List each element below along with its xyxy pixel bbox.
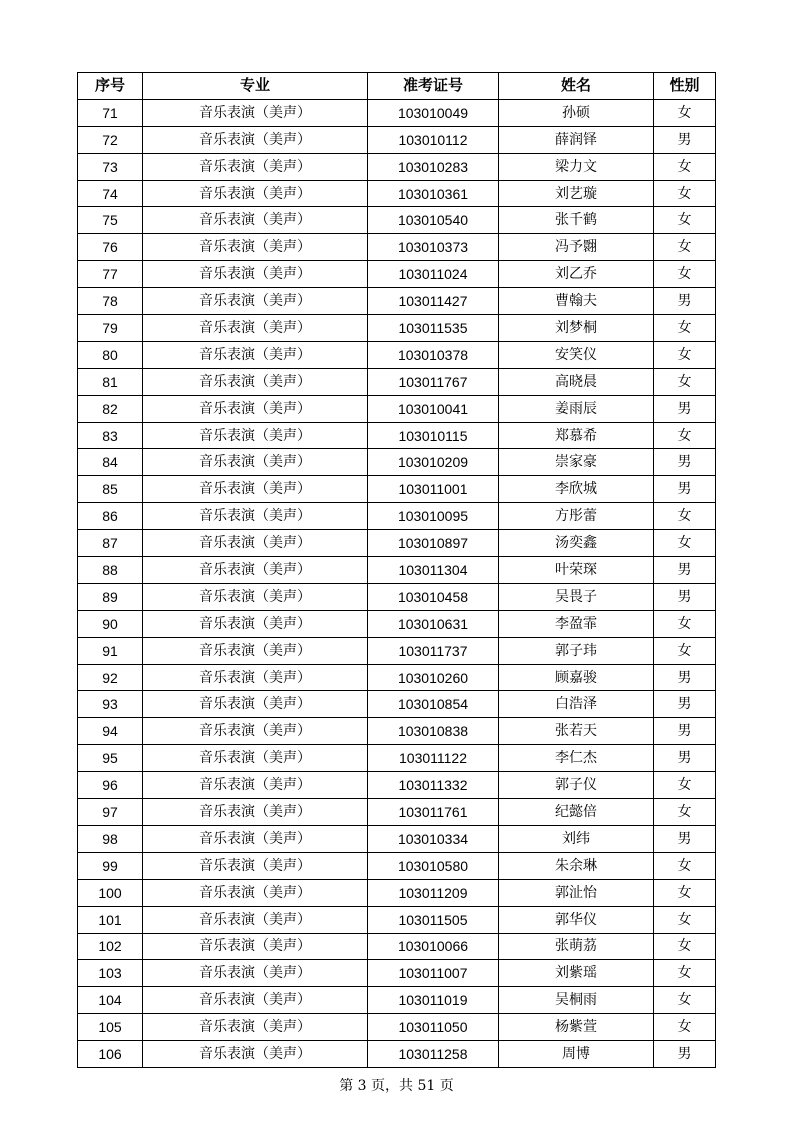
cell-major: 音乐表演（美声） xyxy=(143,718,368,745)
cell-exam-id: 103010897 xyxy=(368,530,499,557)
table-row xyxy=(78,610,716,637)
cell-gender: 男 xyxy=(654,1041,716,1068)
cell-index: 101 xyxy=(78,906,143,933)
cell-gender: 女 xyxy=(654,933,716,960)
cell-major: 音乐表演（美声） xyxy=(143,1014,368,1041)
cell-index: 98 xyxy=(78,825,143,852)
cell-index: 77 xyxy=(78,261,143,288)
cell-major: 音乐表演（美声） xyxy=(143,315,368,342)
table-row xyxy=(78,315,716,342)
table-body xyxy=(78,99,716,1067)
cell-major: 音乐表演（美声） xyxy=(143,879,368,906)
cell-exam-id: 103010283 xyxy=(368,153,499,180)
cell-exam-id: 103010854 xyxy=(368,691,499,718)
cell-name: 刘艺璇 xyxy=(499,180,654,207)
header-gender: 性别 xyxy=(654,73,716,100)
table-row xyxy=(78,987,716,1014)
cell-exam-id: 103011007 xyxy=(368,960,499,987)
cell-major: 音乐表演（美声） xyxy=(143,476,368,503)
table-row xyxy=(78,530,716,557)
header-index: 序号 xyxy=(78,73,143,100)
cell-name: 吴畏子 xyxy=(499,583,654,610)
cell-index: 82 xyxy=(78,395,143,422)
cell-index: 89 xyxy=(78,583,143,610)
cell-gender: 男 xyxy=(654,745,716,772)
cell-gender: 女 xyxy=(654,960,716,987)
cell-exam-id: 103011122 xyxy=(368,745,499,772)
cell-index: 94 xyxy=(78,718,143,745)
cell-major: 音乐表演（美声） xyxy=(143,772,368,799)
cell-exam-id: 103011505 xyxy=(368,906,499,933)
cell-exam-id: 103011767 xyxy=(368,368,499,395)
cell-gender: 男 xyxy=(654,664,716,691)
cell-name: 崇家豪 xyxy=(499,449,654,476)
cell-name: 刘梦桐 xyxy=(499,315,654,342)
cell-name: 张萌茘 xyxy=(499,933,654,960)
table-row xyxy=(78,1041,716,1068)
table-row xyxy=(78,691,716,718)
cell-exam-id: 103010209 xyxy=(368,449,499,476)
table-row xyxy=(78,368,716,395)
cell-exam-id: 103010041 xyxy=(368,395,499,422)
cell-exam-id: 103010631 xyxy=(368,610,499,637)
cell-name: 安笑仪 xyxy=(499,341,654,368)
cell-exam-id: 103011535 xyxy=(368,315,499,342)
cell-major: 音乐表演（美声） xyxy=(143,1041,368,1068)
cell-name: 汤奕鑫 xyxy=(499,530,654,557)
cell-index: 74 xyxy=(78,180,143,207)
cell-index: 92 xyxy=(78,664,143,691)
cell-name: 郭华仪 xyxy=(499,906,654,933)
cell-major: 音乐表演（美声） xyxy=(143,180,368,207)
cell-exam-id: 103010838 xyxy=(368,718,499,745)
cell-name: 郭子仪 xyxy=(499,772,654,799)
cell-name: 刘乙乔 xyxy=(499,261,654,288)
cell-index: 75 xyxy=(78,207,143,234)
cell-name: 吴桐雨 xyxy=(499,987,654,1014)
table-row xyxy=(78,1014,716,1041)
cell-gender: 女 xyxy=(654,772,716,799)
cell-name: 张若天 xyxy=(499,718,654,745)
cell-gender: 女 xyxy=(654,530,716,557)
cell-exam-id: 103011050 xyxy=(368,1014,499,1041)
cell-name: 李盈霏 xyxy=(499,610,654,637)
cell-name: 薛润铎 xyxy=(499,126,654,153)
cell-name: 高晓晨 xyxy=(499,368,654,395)
table-row xyxy=(78,449,716,476)
cell-exam-id: 103011019 xyxy=(368,987,499,1014)
cell-index: 106 xyxy=(78,1041,143,1068)
page-footer: 第 3 页，共 51 页 xyxy=(339,1078,454,1094)
cell-exam-id: 103010049 xyxy=(368,99,499,126)
cell-name: 刘紫瑶 xyxy=(499,960,654,987)
cell-major: 音乐表演（美声） xyxy=(143,449,368,476)
cell-index: 73 xyxy=(78,153,143,180)
cell-major: 音乐表演（美声） xyxy=(143,987,368,1014)
cell-gender: 女 xyxy=(654,906,716,933)
table-row xyxy=(78,583,716,610)
table-row xyxy=(78,637,716,664)
cell-exam-id: 103010361 xyxy=(368,180,499,207)
cell-name: 叶荣琛 xyxy=(499,557,654,584)
cell-index: 81 xyxy=(78,368,143,395)
cell-index: 84 xyxy=(78,449,143,476)
table-row xyxy=(78,772,716,799)
cell-name: 曹翰夫 xyxy=(499,288,654,315)
cell-name: 姜雨辰 xyxy=(499,395,654,422)
cell-major: 音乐表演（美声） xyxy=(143,341,368,368)
cell-index: 71 xyxy=(78,99,143,126)
cell-gender: 女 xyxy=(654,315,716,342)
table-row xyxy=(78,718,716,745)
cell-major: 音乐表演（美声） xyxy=(143,261,368,288)
cell-name: 白浩泽 xyxy=(499,691,654,718)
table-row xyxy=(78,745,716,772)
cell-gender: 女 xyxy=(654,879,716,906)
cell-major: 音乐表演（美声） xyxy=(143,960,368,987)
table-row xyxy=(78,99,716,126)
table-row xyxy=(78,234,716,261)
cell-index: 105 xyxy=(78,1014,143,1041)
header-exam-id: 准考证号 xyxy=(368,73,499,100)
cell-exam-id: 103010373 xyxy=(368,234,499,261)
cell-gender: 女 xyxy=(654,987,716,1014)
cell-gender: 男 xyxy=(654,583,716,610)
cell-major: 音乐表演（美声） xyxy=(143,610,368,637)
cell-gender: 女 xyxy=(654,234,716,261)
cell-index: 91 xyxy=(78,637,143,664)
table-row xyxy=(78,395,716,422)
cell-gender: 女 xyxy=(654,207,716,234)
cell-name: 孙硕 xyxy=(499,99,654,126)
table-row xyxy=(78,960,716,987)
cell-gender: 男 xyxy=(654,449,716,476)
cell-index: 96 xyxy=(78,772,143,799)
table-row xyxy=(78,341,716,368)
cell-index: 90 xyxy=(78,610,143,637)
cell-gender: 男 xyxy=(654,557,716,584)
cell-major: 音乐表演（美声） xyxy=(143,153,368,180)
table-row xyxy=(78,664,716,691)
table-row xyxy=(78,906,716,933)
cell-gender: 女 xyxy=(654,180,716,207)
cell-gender: 男 xyxy=(654,395,716,422)
header-major: 专业 xyxy=(143,73,368,100)
cell-name: 梁力文 xyxy=(499,153,654,180)
cell-index: 85 xyxy=(78,476,143,503)
cell-index: 86 xyxy=(78,503,143,530)
cell-index: 87 xyxy=(78,530,143,557)
cell-exam-id: 103010334 xyxy=(368,825,499,852)
cell-major: 音乐表演（美声） xyxy=(143,207,368,234)
cell-index: 72 xyxy=(78,126,143,153)
cell-index: 100 xyxy=(78,879,143,906)
table-row xyxy=(78,153,716,180)
cell-name: 张千鹤 xyxy=(499,207,654,234)
cell-major: 音乐表演（美声） xyxy=(143,691,368,718)
cell-gender: 男 xyxy=(654,825,716,852)
cell-name: 朱余琳 xyxy=(499,852,654,879)
table-header-row xyxy=(78,73,716,100)
cell-exam-id: 103010115 xyxy=(368,422,499,449)
cell-major: 音乐表演（美声） xyxy=(143,745,368,772)
table-row xyxy=(78,476,716,503)
cell-name: 李欣城 xyxy=(499,476,654,503)
results-table xyxy=(77,72,716,1068)
cell-index: 93 xyxy=(78,691,143,718)
table-row xyxy=(78,180,716,207)
cell-name: 纪懿倍 xyxy=(499,799,654,826)
cell-name: 冯予翾 xyxy=(499,234,654,261)
cell-major: 音乐表演（美声） xyxy=(143,852,368,879)
cell-index: 80 xyxy=(78,341,143,368)
cell-index: 95 xyxy=(78,745,143,772)
cell-gender: 女 xyxy=(654,852,716,879)
cell-major: 音乐表演（美声） xyxy=(143,637,368,664)
cell-gender: 女 xyxy=(654,261,716,288)
cell-major: 音乐表演（美声） xyxy=(143,368,368,395)
cell-index: 104 xyxy=(78,987,143,1014)
cell-exam-id: 103011332 xyxy=(368,772,499,799)
cell-index: 83 xyxy=(78,422,143,449)
cell-gender: 男 xyxy=(654,126,716,153)
cell-exam-id: 103011761 xyxy=(368,799,499,826)
cell-name: 郭子玮 xyxy=(499,637,654,664)
cell-major: 音乐表演（美声） xyxy=(143,395,368,422)
cell-exam-id: 103010095 xyxy=(368,503,499,530)
cell-major: 音乐表演（美声） xyxy=(143,530,368,557)
cell-exam-id: 103010260 xyxy=(368,664,499,691)
cell-name: 刘纬 xyxy=(499,825,654,852)
cell-major: 音乐表演（美声） xyxy=(143,825,368,852)
table-row xyxy=(78,288,716,315)
cell-gender: 女 xyxy=(654,1014,716,1041)
cell-name: 方彤蕾 xyxy=(499,503,654,530)
cell-gender: 女 xyxy=(654,637,716,664)
cell-gender: 男 xyxy=(654,288,716,315)
cell-exam-id: 103011209 xyxy=(368,879,499,906)
cell-gender: 女 xyxy=(654,153,716,180)
cell-major: 音乐表演（美声） xyxy=(143,933,368,960)
cell-index: 97 xyxy=(78,799,143,826)
cell-major: 音乐表演（美声） xyxy=(143,799,368,826)
cell-name: 顾嘉骏 xyxy=(499,664,654,691)
table-row xyxy=(78,933,716,960)
cell-exam-id: 103011258 xyxy=(368,1041,499,1068)
table-row xyxy=(78,207,716,234)
cell-gender: 女 xyxy=(654,368,716,395)
cell-major: 音乐表演（美声） xyxy=(143,99,368,126)
cell-exam-id: 103010458 xyxy=(368,583,499,610)
cell-gender: 女 xyxy=(654,503,716,530)
table-row xyxy=(78,422,716,449)
cell-gender: 男 xyxy=(654,718,716,745)
cell-gender: 女 xyxy=(654,341,716,368)
cell-name: 杨紫萱 xyxy=(499,1014,654,1041)
cell-index: 102 xyxy=(78,933,143,960)
cell-gender: 女 xyxy=(654,99,716,126)
cell-gender: 女 xyxy=(654,799,716,826)
cell-exam-id: 103011024 xyxy=(368,261,499,288)
table-row xyxy=(78,261,716,288)
table-row xyxy=(78,557,716,584)
cell-index: 78 xyxy=(78,288,143,315)
cell-exam-id: 103010378 xyxy=(368,341,499,368)
cell-index: 99 xyxy=(78,852,143,879)
cell-gender: 女 xyxy=(654,610,716,637)
cell-index: 76 xyxy=(78,234,143,261)
cell-major: 音乐表演（美声） xyxy=(143,126,368,153)
cell-exam-id: 103011304 xyxy=(368,557,499,584)
table-row xyxy=(78,879,716,906)
table-row xyxy=(78,126,716,153)
cell-exam-id: 103011427 xyxy=(368,288,499,315)
cell-name: 李仁杰 xyxy=(499,745,654,772)
table-row xyxy=(78,503,716,530)
cell-major: 音乐表演（美声） xyxy=(143,664,368,691)
cell-gender: 女 xyxy=(654,422,716,449)
cell-major: 音乐表演（美声） xyxy=(143,583,368,610)
table-row xyxy=(78,799,716,826)
cell-major: 音乐表演（美声） xyxy=(143,234,368,261)
cell-gender: 男 xyxy=(654,476,716,503)
cell-exam-id: 103010066 xyxy=(368,933,499,960)
cell-exam-id: 103010540 xyxy=(368,207,499,234)
cell-major: 音乐表演（美声） xyxy=(143,503,368,530)
cell-exam-id: 103010580 xyxy=(368,852,499,879)
cell-major: 音乐表演（美声） xyxy=(143,557,368,584)
cell-index: 88 xyxy=(78,557,143,584)
table-row xyxy=(78,825,716,852)
cell-exam-id: 103010112 xyxy=(368,126,499,153)
cell-gender: 男 xyxy=(654,691,716,718)
cell-name: 郭沚怡 xyxy=(499,879,654,906)
cell-exam-id: 103011737 xyxy=(368,637,499,664)
cell-major: 音乐表演（美声） xyxy=(143,288,368,315)
cell-name: 周博 xyxy=(499,1041,654,1068)
cell-exam-id: 103011001 xyxy=(368,476,499,503)
cell-index: 103 xyxy=(78,960,143,987)
cell-index: 79 xyxy=(78,315,143,342)
header-name: 姓名 xyxy=(499,73,654,100)
table-row xyxy=(78,852,716,879)
cell-major: 音乐表演（美声） xyxy=(143,422,368,449)
cell-major: 音乐表演（美声） xyxy=(143,906,368,933)
cell-name: 郑慕希 xyxy=(499,422,654,449)
